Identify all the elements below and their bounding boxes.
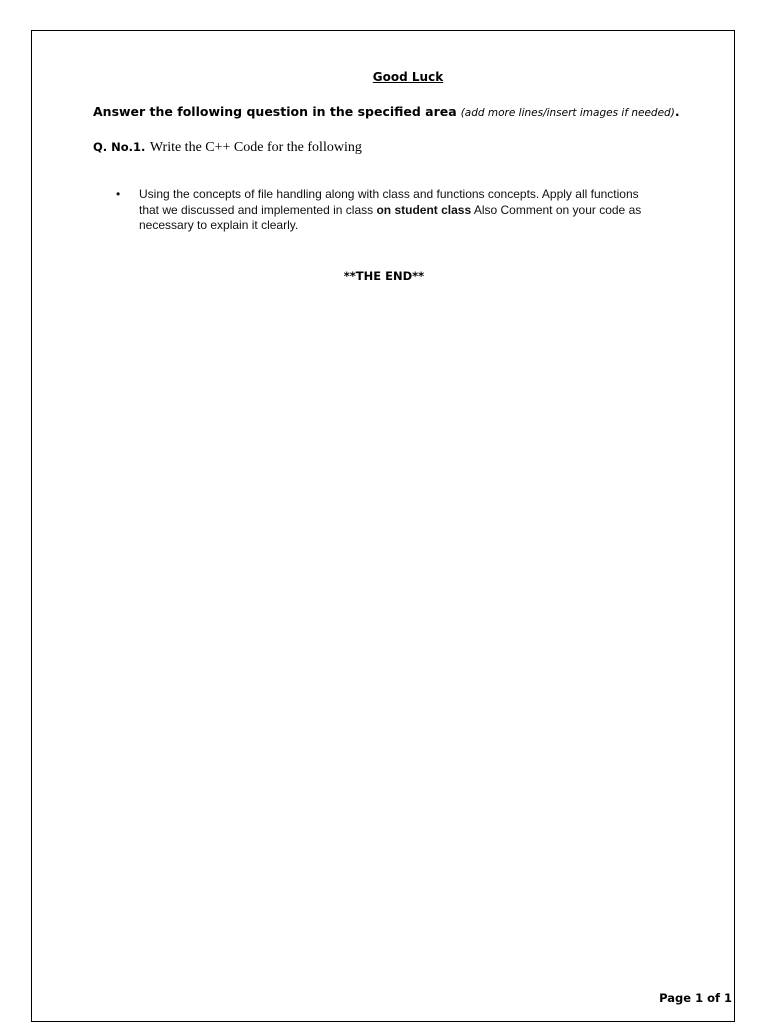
bullet-text-after: Also Comment on your code as necessary to explain it clearly. (139, 202, 642, 232)
instruction-line (93, 104, 680, 119)
document-title: Good Luck (372, 70, 444, 84)
bullet-text-before: Using the concepts of file handling along with class and functions concepts. Apply all functions that we discussed and implemented in class (139, 187, 639, 217)
question-line (93, 138, 362, 156)
instruction-period: . (674, 104, 680, 119)
question-number: Q. No.1. (93, 140, 146, 154)
bullet-list (116, 187, 656, 234)
instruction-main: Answer the following question in the specified area (93, 104, 457, 119)
instruction-note: (add more lines/insert images if needed) (460, 107, 675, 119)
question-text: Write the C++ Code for the following (149, 140, 362, 155)
bullet-marker: • (116, 187, 121, 201)
bullet-item (116, 187, 656, 234)
bullet-text-bold: on student class (376, 202, 472, 217)
page-border (31, 30, 735, 1022)
page-number: Page 1 of 1 (659, 991, 732, 1005)
the-end-text: **THE END** (343, 269, 425, 283)
